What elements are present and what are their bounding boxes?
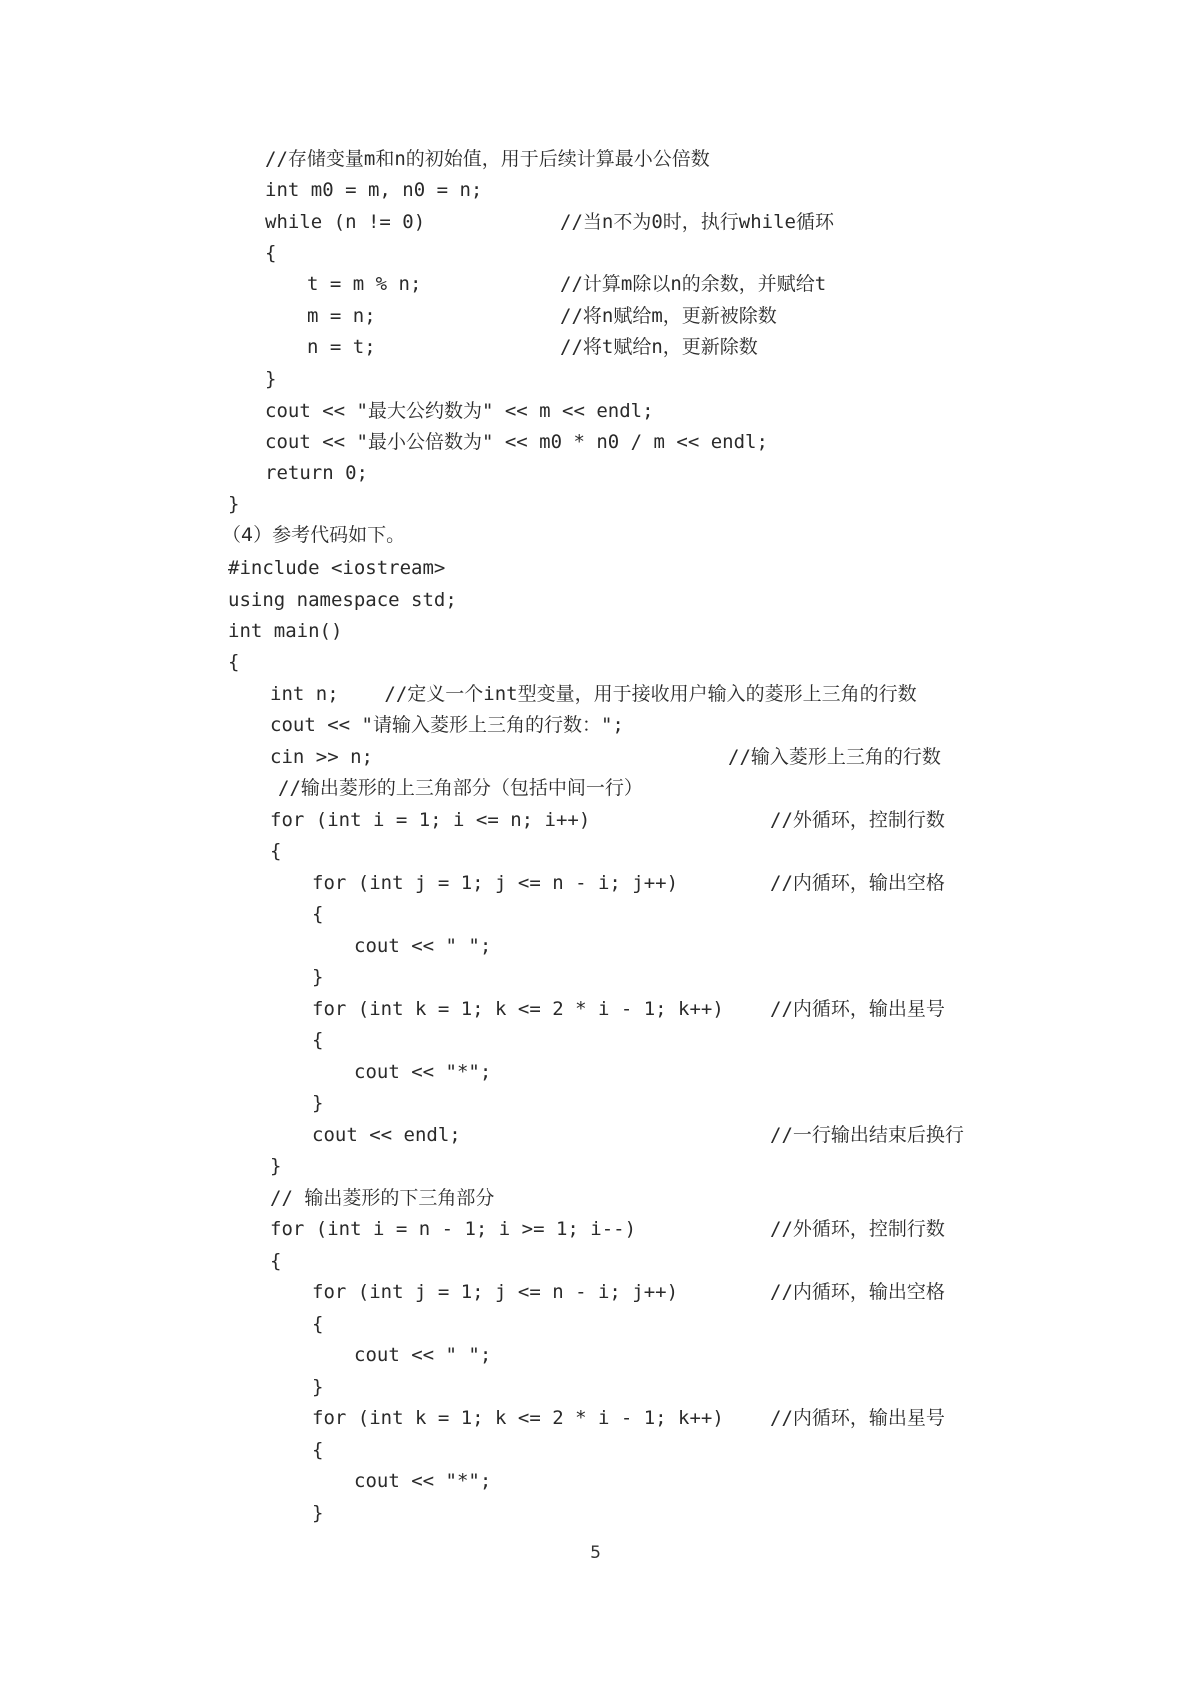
code-comment: //输入菱形上三角的行数: [728, 746, 941, 768]
page-number: 5: [590, 1543, 601, 1563]
code-comment: //计算m除以n的余数，并赋给t: [560, 273, 827, 295]
code-line: // 输出菱形的下三角部分: [270, 1187, 495, 1209]
code-line: while (n != 0): [265, 211, 426, 233]
code-line: }: [265, 368, 277, 390]
code-line: cout << "请输入菱形上三角的行数：";: [270, 714, 624, 736]
code-comment: //当n不为0时，执行while循环: [560, 211, 834, 233]
code-line: }: [312, 1092, 324, 1114]
code-line: //输出菱形的上三角部分（包括中间一行）: [278, 777, 643, 799]
code-line: {: [312, 903, 324, 925]
code-line: {: [265, 242, 277, 264]
code-line: for (int k = 1; k <= 2 * i - 1; k++): [312, 1407, 724, 1429]
code-line: cout << " ";: [354, 935, 492, 957]
code-comment: //内循环，输出星号: [770, 998, 945, 1020]
code-comment: //内循环，输出空格: [770, 1281, 945, 1303]
code-line: int n; //定义一个int型变量，用于接收用户输入的菱形上三角的行数: [270, 683, 917, 705]
code-comment: //外循环，控制行数: [770, 809, 945, 831]
code-line: {: [312, 1029, 324, 1051]
code-line: t = m % n;: [307, 273, 422, 295]
code-line: }: [312, 966, 324, 988]
code-line: {: [270, 1250, 282, 1272]
code-line: {: [228, 651, 240, 673]
code-line: int m0 = m, n0 = n;: [265, 179, 483, 201]
section-heading: （4）参考代码如下。: [222, 524, 406, 546]
code-line: for (int i = 1; i <= n; i++): [270, 809, 591, 831]
code-comment: //内循环，输出星号: [770, 1407, 945, 1429]
code-line: for (int i = n - 1; i >= 1; i--): [270, 1218, 637, 1240]
code-line: cin >> n;: [270, 746, 373, 768]
code-line: int main(): [228, 620, 343, 642]
code-line: cout << "最大公约数为" << m << endl;: [265, 400, 654, 422]
code-line: cout << "*";: [354, 1470, 492, 1492]
code-comment: //将n赋给m，更新被除数: [560, 305, 777, 327]
code-line: }: [270, 1155, 282, 1177]
code-line: cout << endl;: [312, 1124, 461, 1146]
code-line: //存储变量m和n的初始值，用于后续计算最小公倍数: [265, 148, 710, 170]
code-line: m = n;: [307, 305, 376, 327]
code-line: cout << "最小公倍数为" << m0 * n0 / m << endl;: [265, 431, 768, 453]
code-line: cout << "*";: [354, 1061, 492, 1083]
code-comment: //一行输出结束后换行: [770, 1124, 964, 1146]
code-line: return 0;: [265, 462, 368, 484]
code-line: {: [312, 1439, 324, 1461]
code-line: n = t;: [307, 336, 376, 358]
code-line: using namespace std;: [228, 589, 457, 611]
code-comment: //外循环，控制行数: [770, 1218, 945, 1240]
code-line: {: [312, 1313, 324, 1335]
code-line: }: [312, 1376, 324, 1398]
code-line: #include <iostream>: [228, 557, 446, 579]
code-line: cout << " ";: [354, 1344, 492, 1366]
code-line: for (int j = 1; j <= n - i; j++): [312, 872, 679, 894]
code-comment: //将t赋给n，更新除数: [560, 336, 758, 358]
code-comment: //内循环，输出空格: [770, 872, 945, 894]
code-line: for (int k = 1; k <= 2 * i - 1; k++): [312, 998, 724, 1020]
code-line: for (int j = 1; j <= n - i; j++): [312, 1281, 679, 1303]
code-line: }: [228, 493, 240, 515]
code-line: }: [312, 1502, 324, 1524]
code-line: {: [270, 840, 282, 862]
